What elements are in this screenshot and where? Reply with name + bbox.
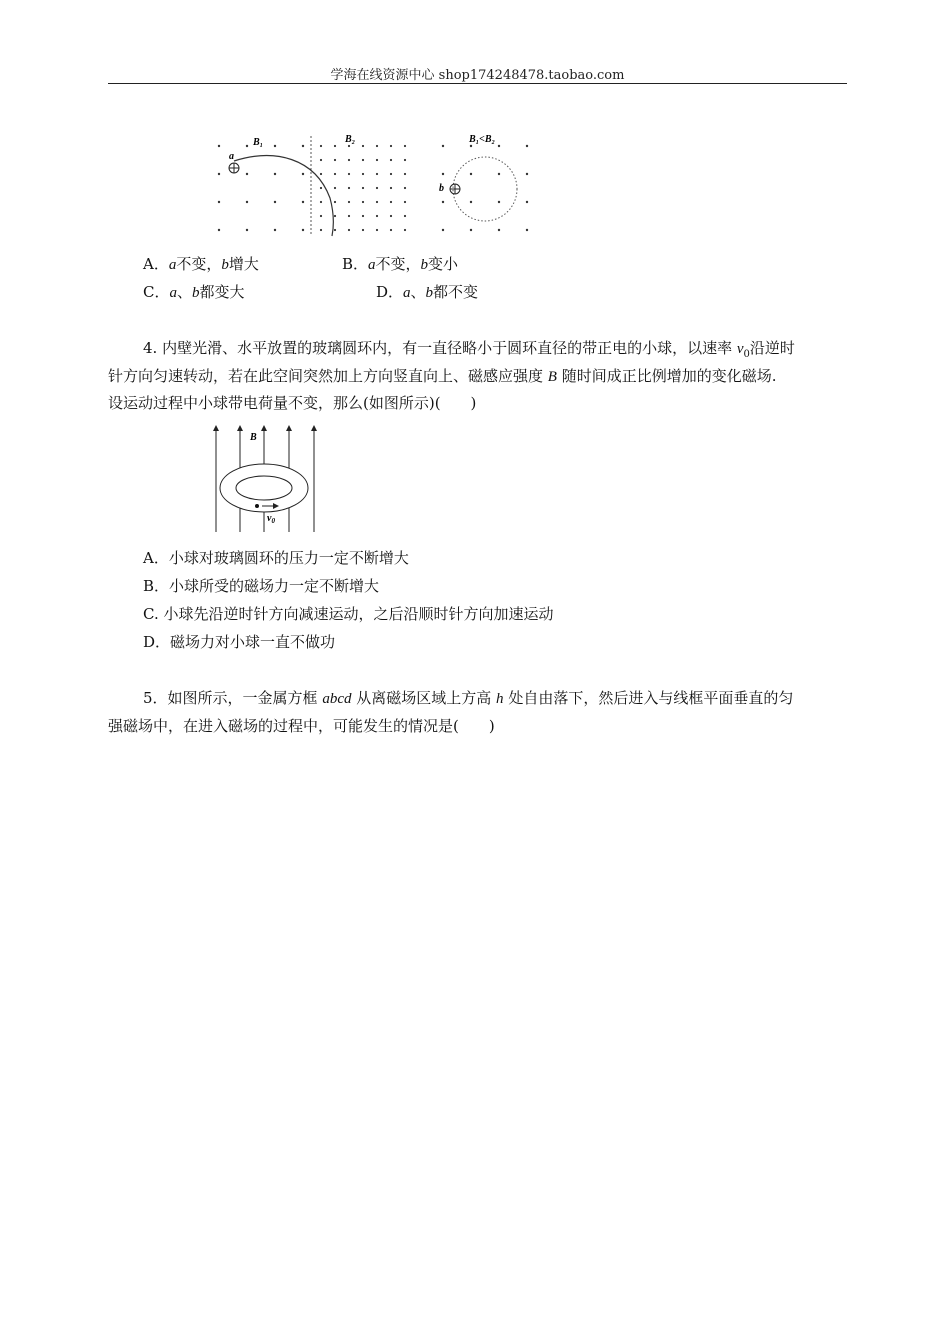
header-rule — [108, 83, 847, 84]
field-dot — [334, 229, 336, 231]
field-dot — [404, 187, 406, 189]
field-dot — [348, 187, 350, 189]
field-dot — [246, 201, 248, 203]
field-dot — [404, 159, 406, 161]
figure-magnetic-fields — [205, 128, 535, 240]
field-dot — [376, 187, 378, 189]
field-dot — [498, 145, 500, 147]
label-b1: B₁ — [253, 137, 264, 148]
label-a: a — [229, 151, 234, 162]
field-dot — [362, 173, 364, 175]
q3-option-d: D．a、b都不变 — [376, 283, 479, 301]
field-dot — [390, 229, 392, 231]
field-dot — [334, 215, 336, 217]
field-dot — [334, 145, 336, 147]
label-b2: B₂ — [345, 134, 356, 145]
field-dot — [246, 229, 248, 231]
field-dot — [376, 215, 378, 217]
field-dot — [274, 229, 276, 231]
field-dot — [302, 173, 304, 175]
field-dot — [246, 173, 248, 175]
field-dot — [274, 173, 276, 175]
field-dot — [320, 159, 322, 161]
label-field-b: B — [250, 432, 257, 443]
field-dot — [390, 201, 392, 203]
field-dot — [498, 173, 500, 175]
field-dot — [390, 159, 392, 161]
field-dot — [320, 173, 322, 175]
field-dot — [334, 173, 336, 175]
q4-stem-line1: 4. 内壁光滑、水平放置的玻璃圆环内，有一直径略小于圆环直径的带正电的小球，以速率 $v_0$沿逆时 — [143, 339, 795, 360]
figure-ring-in-field — [200, 420, 330, 536]
field-dot — [362, 145, 364, 147]
field-dot — [390, 173, 392, 175]
label-b: b — [439, 183, 444, 194]
charge-a-symbol — [229, 163, 239, 173]
field-dot — [470, 173, 472, 175]
field-dot — [498, 201, 500, 203]
q3-option-b: B．a不变，b变小 — [342, 255, 459, 273]
field-dot — [442, 229, 444, 231]
field-dot — [390, 145, 392, 147]
field-dot — [218, 201, 220, 203]
field-dot — [526, 145, 528, 147]
field-dot — [334, 187, 336, 189]
field-dot — [390, 215, 392, 217]
field-dot — [320, 229, 322, 231]
field-dot — [498, 229, 500, 231]
field-dot — [470, 201, 472, 203]
field-dot — [218, 145, 220, 147]
q4-option-d: D．磁场力对小球一直不做功 — [143, 633, 336, 651]
field-dot — [348, 173, 350, 175]
field-dot — [274, 145, 276, 147]
field-dot — [362, 187, 364, 189]
field-dot — [218, 173, 220, 175]
q3-option-c: C．a、b都变大 — [143, 283, 245, 301]
field-dot — [470, 145, 472, 147]
field-dot — [442, 201, 444, 203]
field-dot — [362, 229, 364, 231]
label-v0: $v_0$ — [267, 513, 275, 525]
ring-inner — [236, 476, 292, 500]
orbit-circle — [453, 157, 517, 221]
field-dot — [442, 145, 444, 147]
field-dot — [334, 159, 336, 161]
label-b1-lt-b2: B₁<B₂ — [469, 134, 496, 145]
field-dot — [526, 201, 528, 203]
field-dot — [404, 201, 406, 203]
field-dot — [302, 229, 304, 231]
charge-b-symbol — [450, 184, 460, 194]
ball — [255, 504, 259, 508]
q4-stem-line3: 设运动过程中小球带电荷量不变，那么(如图所示)( ) — [108, 394, 477, 412]
field-dot — [376, 159, 378, 161]
q5-stem-line2: 强磁场中，在进入磁场的过程中，可能发生的情况是( ) — [108, 717, 495, 735]
q4-option-c: C. 小球先沿逆时针方向减速运动，之后沿顺时针方向加速运动 — [143, 605, 554, 623]
field-dot — [404, 229, 406, 231]
field-dot — [302, 145, 304, 147]
field-dot — [348, 215, 350, 217]
field-dot — [334, 201, 336, 203]
page-header: 学海在线资源中心 shop174248478.taobao.com — [330, 68, 625, 83]
field-dot — [404, 215, 406, 217]
field-dot — [404, 173, 406, 175]
q5-stem-line1: 5．如图所示，一金属方框 abcd 从离磁场区域上方高 h 处自由落下，然后进入与线框平面垂直的匀 — [143, 689, 794, 707]
field-dot — [526, 229, 528, 231]
field-dot — [274, 201, 276, 203]
field-dot — [320, 145, 322, 147]
field-dot — [362, 201, 364, 203]
field-dot — [376, 201, 378, 203]
field-dot — [218, 229, 220, 231]
field-dot — [376, 173, 378, 175]
field-dot — [348, 159, 350, 161]
field-dot — [348, 145, 350, 147]
field-dot — [442, 173, 444, 175]
field-dot — [302, 201, 304, 203]
q4-option-b: B．小球所受的磁场力一定不断增大 — [143, 577, 380, 595]
field-dot — [376, 145, 378, 147]
q4-option-a: A．小球对玻璃圆环的压力一定不断增大 — [143, 549, 409, 567]
field-dot — [320, 187, 322, 189]
trajectory-curve — [234, 156, 333, 236]
q3-option-a: A．a不变，b增大 — [143, 255, 259, 273]
field-dot — [404, 145, 406, 147]
field-dot — [362, 215, 364, 217]
field-dot — [390, 187, 392, 189]
field-dot — [362, 159, 364, 161]
field-dot — [320, 215, 322, 217]
field-dot — [376, 229, 378, 231]
field-dot — [348, 201, 350, 203]
field-dot — [320, 201, 322, 203]
field-dot — [246, 145, 248, 147]
field-dot — [470, 229, 472, 231]
q4-stem-line2: 针方向匀速转动，若在此空间突然加上方向竖直向上、磁感应强度 B 随时间成正比例增加的变化磁场. — [108, 367, 777, 385]
field-dot — [526, 173, 528, 175]
field-dot — [348, 229, 350, 231]
